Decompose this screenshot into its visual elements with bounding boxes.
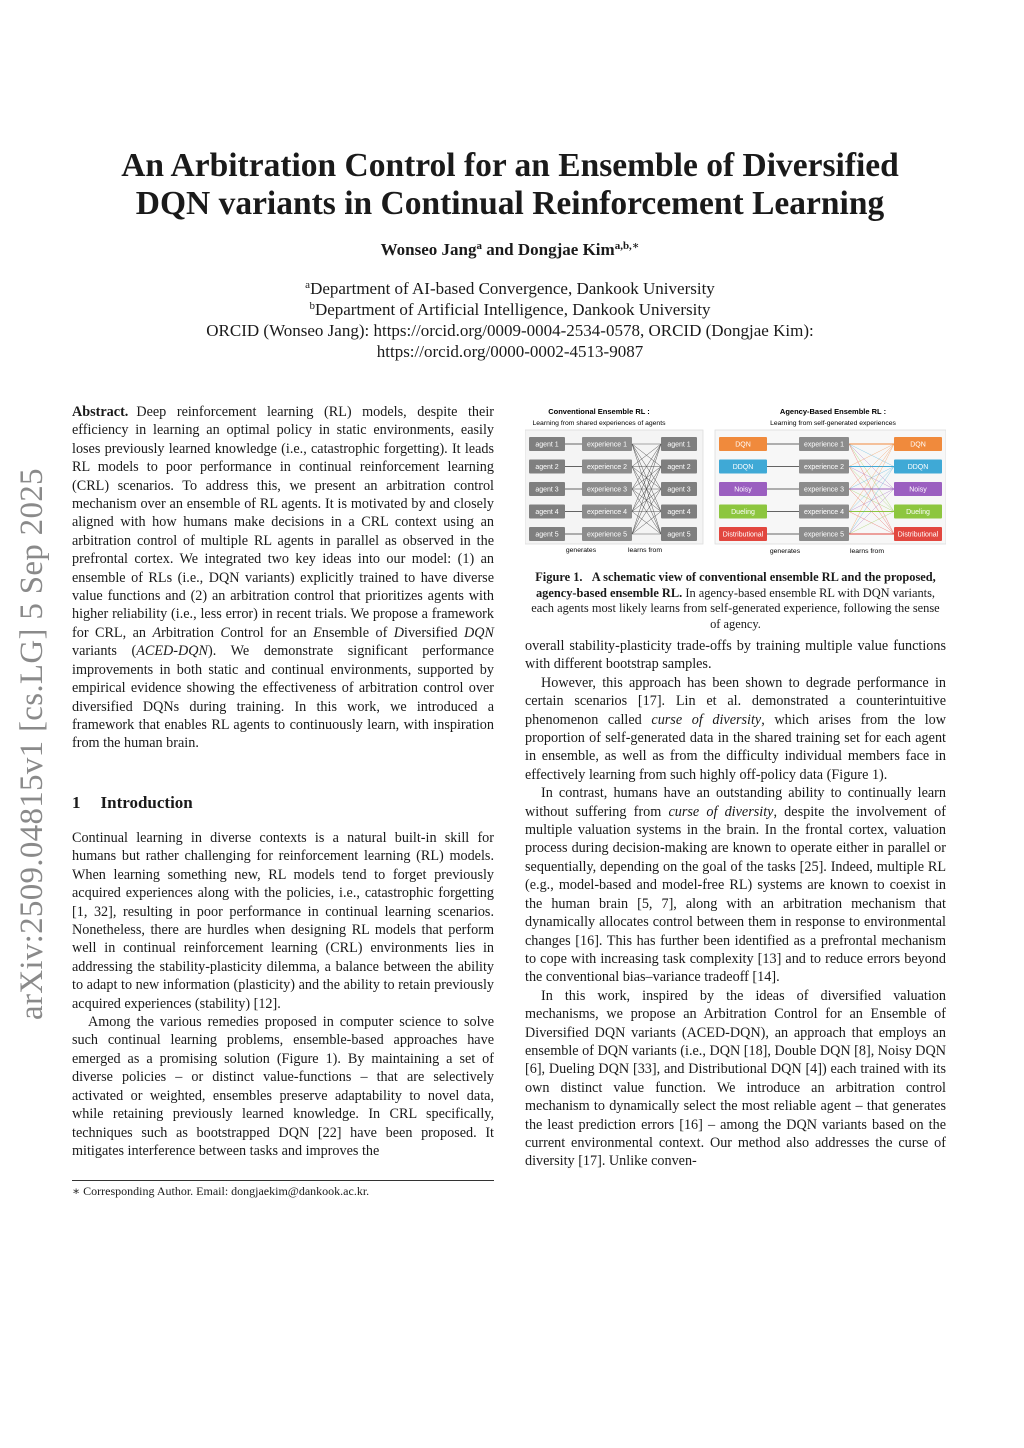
authors: Wonseo Jang$^a$ and Dongjae Kim$^{a,b,∗}$ (380, 240, 640, 259)
footnote-rule (72, 1180, 494, 1181)
fig-left-agent-out-3-label: agent 3 (667, 486, 691, 494)
fig-right-experience-5-label: experience 5 (803, 531, 845, 539)
fig-right-generates: generates (769, 548, 801, 555)
fig-left-agent-5-label: agent 5 (535, 531, 559, 539)
fig-right-variant-out-1-label: DQN (910, 441, 926, 449)
section-heading-introduction: 1 Introduction (72, 793, 193, 812)
fig-left-subtitle: Learning from shared experiences of agents (532, 420, 666, 427)
right-column-text: overall stability-plasticity trade-offs by training multiple value functions with different bootstrap samples. However, this approach has been shown to degrade performance in certain scenarios [17]. Lin et al. demonstrated a counterintuitive phenomenon called curse of diversity, which arises from the low proportion of self-generated data in the shared training set for each agent in ensemble, as well as from the difficulty individual members face in effectively learning from such highly off-policy data (Figure 1). In contrast, humans have an outstanding ability to continually learn without suffering from curse of diversity, despite the involvement of multiple valuation systems in the brain. In the frontal cortex, valuation process during decision-making are known to operate either in parallel or sequentially, depending on the goal of the tasks [25]. Indeed, multiple RL (e.g., model-based and model-free RL) systems are known to coexist in the human brain [5, 7], along with an arbitration mechanism that dynamically allocates control between them in response to environmental changes [16]. This has further been identified as a prefrontal mechanism to cope with increasing task complexity [13] and to reduce errors beyond the conventional bias–variance tradeoff [14]. In this work, inspired by the ideas of diversified valuation mechanisms, we propose an Arbitration Control for an Ensemble of Diversified DQN variants (ACED-DQN), an approach that employs an ensemble of DQN variants (i.e., DQN [18], Double DQN [8], Noisy DQN [6], Dueling DQN [33], and Distributional DQN [4]) each trained with its own distinct value function. We introduce an arbitration control mechanism to dynamically select the most reliable agent – that generates the least prediction errors [16] – among the DQN variants based on the current environmental context. Our method also addresses the curse of diversity [17]. Unlike conven- (525, 638, 947, 1170)
abstract-label: Abstract. (72, 404, 129, 420)
abstract: Abstract. Deep reinforcement learning (RL) models, despite their efficiency in learning an optimal policy in static environments, easily loses previously learned knowledge (i.e., catastrophic forgetting). It leads RL models to poor performance in continual reinforcement learning (CRL) scenarios. To address this, we present an arbitration control mechanism over an ensemble of RL agents. It is motivated by and closely aligned with how humans make decisions in a CRL context using an arbitration control of multiple RL agents in parallel as observed in the prefrontal cortex. We integrated two key ideas into our model: (1) an ensemble of RLs (i.e., DQN variants) explicitly trained to have diverse value functions and (2) an arbitration control that prioritizes agents with higher reliability (i.e., less error) in recent trials. We propose a framework for CRL, an Arbitration Control for an Ensemble of Diversified DQN variants (ACED-DQN). We demonstrate significant performance improvements in both static and continual environments, supported by empirical evidence showing the effectiveness of arbitration control over diversified DQNs during training. In this work, we introduced a framework that enables RL agents to continuously learn, with inspiration from the human brain. (72, 404, 495, 752)
fig-right-variant-out-3-label: Noisy (909, 486, 927, 494)
fig-left-experience-4-label: experience 4 (586, 509, 628, 516)
fig-right-subtitle: Learning from self-generated experiences (770, 420, 896, 427)
fig-right-variant-out-4-label: Dueling (906, 509, 930, 516)
fig-right-variant-out-2-label: DDQN (907, 464, 929, 471)
figure-1 (525, 406, 946, 556)
fig-left-agent-out-4-label: agent 4 (667, 509, 691, 516)
fig-right-experience-4-label: experience 4 (803, 509, 845, 516)
fig-right-variant-out-5-label: Distributional (897, 531, 939, 539)
footnote: ∗ Corresponding Author. Email: dongjaekim@dankook.ac.kr. (72, 1184, 370, 1198)
fig-left-agent-out-5-label: agent 5 (667, 531, 691, 539)
fig-right-variant-4-label: Dueling (731, 509, 755, 516)
fig-right-variant-2-label: DDQN (732, 464, 754, 471)
fig-right-experience-2-label: experience 2 (803, 464, 845, 471)
fig-left-agent-4-label: agent 4 (535, 509, 559, 516)
fig-left-generates: generates (565, 547, 597, 554)
fig-left-learns-from: learns from (628, 547, 662, 554)
fig-right-variant-1-label: DQN (735, 441, 751, 449)
fig-left-experience-3-label: experience 3 (586, 486, 628, 494)
fig-left-agent-3-label: agent 3 (535, 486, 559, 494)
fig-left-experience-5-label: experience 5 (586, 531, 628, 539)
fig-left-experience-1-label: experience 1 (586, 441, 628, 449)
fig-left-agent-2-label: agent 2 (535, 464, 559, 471)
fig-right-variant-5-label: Distributional (722, 531, 764, 539)
figure-1-caption: Figure 1. A schematic view of conventional ensemble RL and the proposed, agency-based ensemble RL. In agency-based ensemble RL with DQN variants, each agents most likely learns from self-generated experience, following the sense of agency. (531, 570, 940, 631)
fig-left-agent-out-2-label: agent 2 (667, 464, 691, 471)
arxiv-stamp: arXiv:2509.04815v1 [cs.LG] 5 Sep 2025 (14, 468, 50, 1020)
fig-right-title: Agency-Based Ensemble RL : (779, 407, 887, 416)
affiliations: $^a$Department of AI-based Convergence, Dankook University $^b$Department of Artificial Intelligence, Dankook University ORCID (Wonseo Jang): https://orcid.org/0009-0004-2534-0578, ORCID (Dongjae Kim): https://orcid.org/0000-0002-4513-9087 (206, 279, 814, 361)
introduction-text: Continual learning in diverse contexts is a natural built-in skill for humans but rather challenging for reinforcement learning (RL) models. When learning something new, RL models tend to forget previously acquired experiences along with the policies, i.e., catastrophic forgetting [1, 32], resulting in poor performance in continual learning scenarios. Nonetheless, there are hurdles when designing RL models that perform well in continual reinforcement learning (CRL) environments lies in addressing the stability-plasticity dilemma, a balance between the ability to adapt to new information (plasticity) and the ability to retain previously acquired experiences (stability) [12]. Among the various remedies proposed in computer science to solve such continual learning problems, ensemble-based approaches have emerged as a promising solution (Figure 1). By maintaining a set of diverse policies – or distinct value-functions – that are selectively activated or weighted, ensembles preserve adaptability to novel data, while retaining previously learned knowledge. In CRL specifically, techniques such as bootstrapped DQN [22] have been proposed. It mitigates interference between tasks and improves the (72, 830, 494, 1159)
fig-left-agent-1-label: agent 1 (535, 441, 559, 449)
fig-left-agent-out-1-label: agent 1 (667, 441, 691, 449)
fig-left-title: Conventional Ensemble RL : (548, 407, 650, 416)
figure-1-diagram (525, 406, 946, 556)
fig-right-experience-1-label: experience 1 (803, 441, 845, 449)
fig-right-learns-from: learns from (850, 548, 884, 555)
paper-title: An Arbitration Control for an Ensemble of Diversified DQN variants in Continual Reinforcement Learning (121, 147, 899, 222)
fig-right-variant-3-label: Noisy (734, 486, 752, 494)
fig-right-experience-3-label: experience 3 (803, 486, 845, 494)
fig-left-experience-2-label: experience 2 (586, 464, 628, 471)
